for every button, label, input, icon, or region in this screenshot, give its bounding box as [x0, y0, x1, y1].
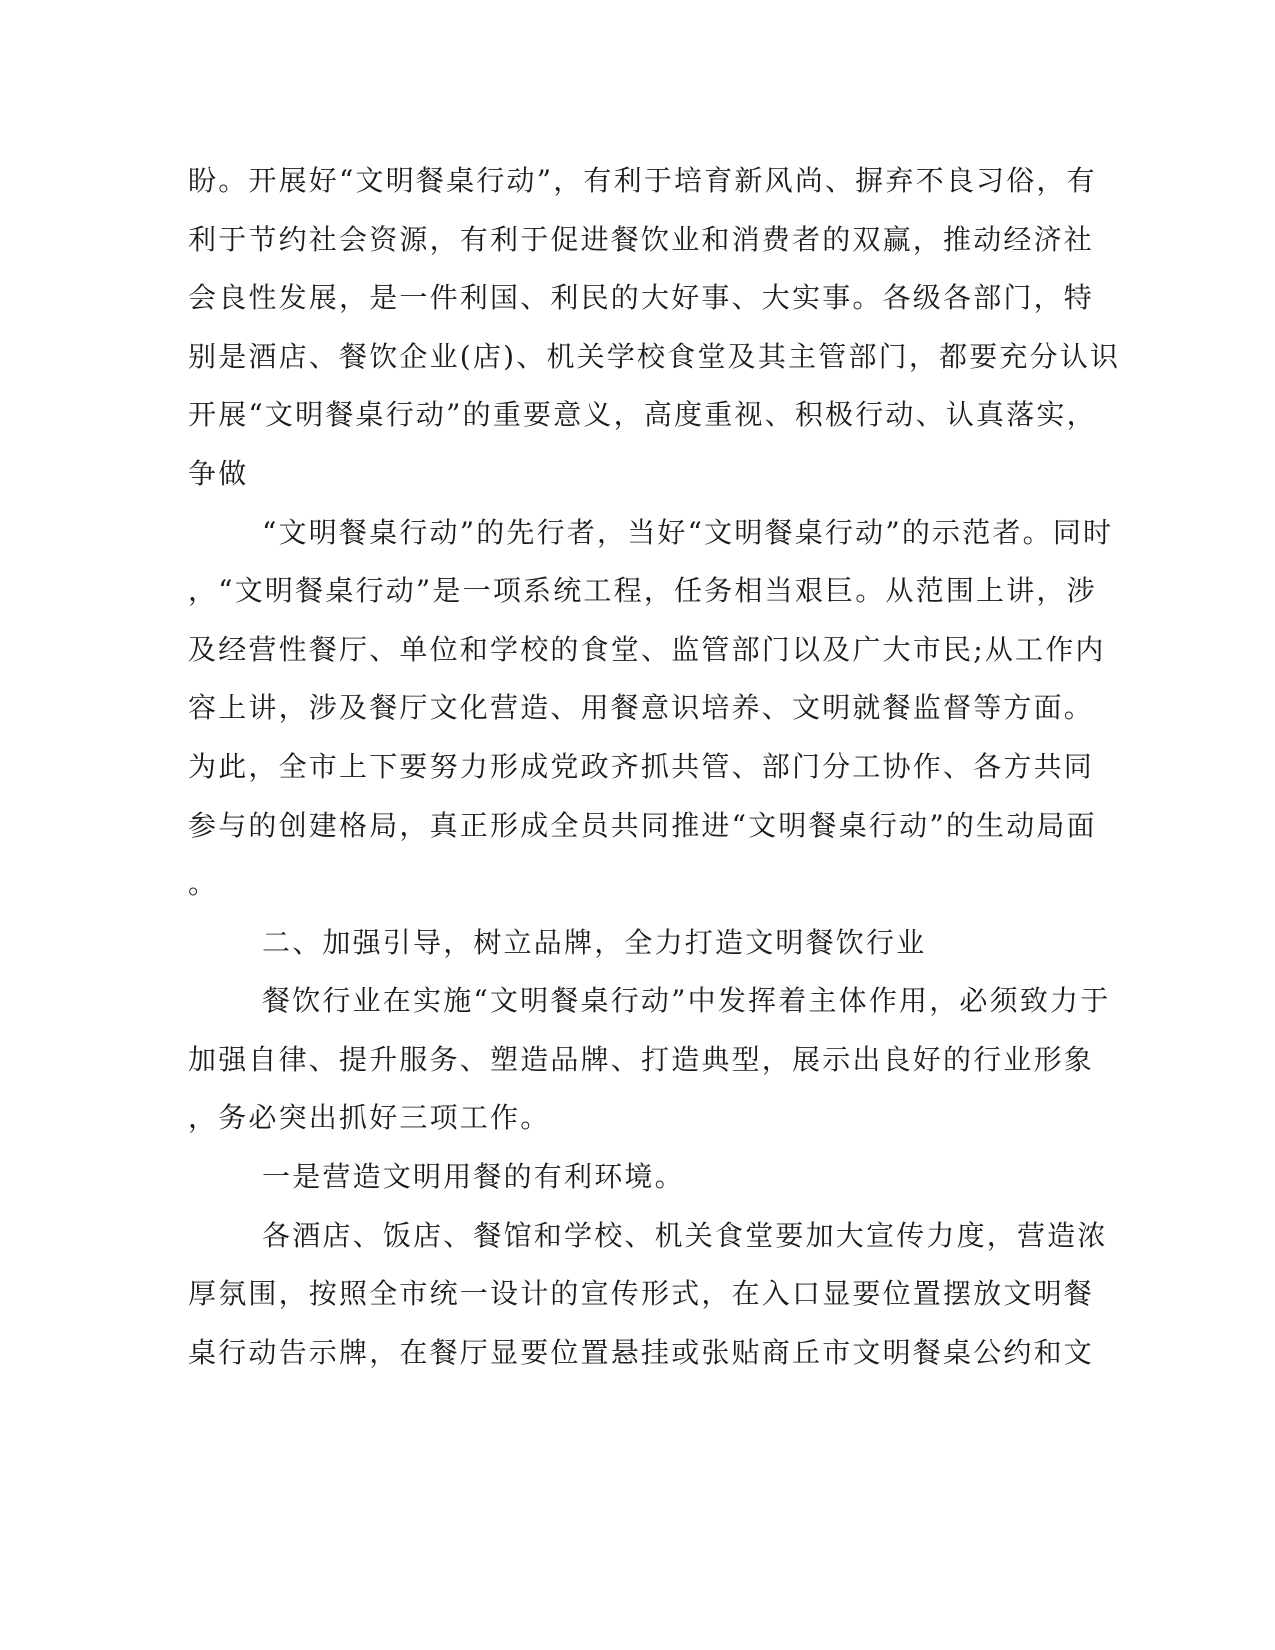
text-line: 容上讲，涉及餐厅文化营造、用餐意识培养、文明就餐监督等方面。 [188, 691, 1095, 724]
text-line: 桌行动告示牌，在餐厅显要位置悬挂或张贴商丘市文明餐桌公约和文 [188, 1336, 1095, 1369]
text-line: “文明餐桌行动”的先行者，当好“文明餐桌行动”的示范者。同时 [262, 516, 1114, 549]
text-line: 。 [188, 867, 219, 900]
text-line: 各酒店、饭店、餐馆和学校、机关食堂要加大宣传力度，营造浓 [262, 1219, 1108, 1252]
text-line: 会良性发展，是一件利国、利民的大好事、大实事。各级各部门，特 [188, 281, 1095, 314]
section-heading: 二、加强引导，树立品牌，全力打造文明餐饮行业 [262, 926, 927, 959]
text-line: 及经营性餐厅、单位和学校的食堂、监管部门以及广大市民;从工作内 [188, 633, 1106, 666]
text-line: ，“文明餐桌行动”是一项系统工程，任务相当艰巨。从范围上讲，涉 [188, 574, 1097, 607]
text-line: 餐饮行业在实施“文明餐桌行动”中发挥着主体作用，必须致力于 [262, 984, 1111, 1017]
text-line: ，务必突出抓好三项工作。 [188, 1101, 551, 1134]
text-line: 厚氛围，按照全市统一设计的宣传形式，在入口显要位置摆放文明餐 [188, 1277, 1095, 1310]
text-line: 别是酒店、餐饮企业(店)、机关学校食堂及其主管部门，都要充分认识 [188, 340, 1121, 373]
sub-heading: 一是营造文明用餐的有利环境。 [262, 1160, 685, 1193]
text-line: 为此，全市上下要努力形成党政齐抓共管、部门分工协作、各方共同 [188, 750, 1095, 783]
text-line: 盼。开展好“文明餐桌行动”，有利于培育新风尚、摒弃不良习俗，有 [188, 164, 1097, 197]
text-line: 开展“文明餐桌行动”的重要意义，高度重视、积极行动、认真落实， [188, 398, 1097, 431]
text-line: 参与的创建格局，真正形成全员共同推进“文明餐桌行动”的生动局面 [188, 809, 1097, 842]
text-line: 争做 [188, 457, 249, 490]
text-line: 利于节约社会资源，有利于促进餐饮业和消费者的双赢，推动经济社 [188, 223, 1095, 256]
text-line: 加强自律、提升服务、塑造品牌、打造典型，展示出良好的行业形象 [188, 1043, 1095, 1076]
